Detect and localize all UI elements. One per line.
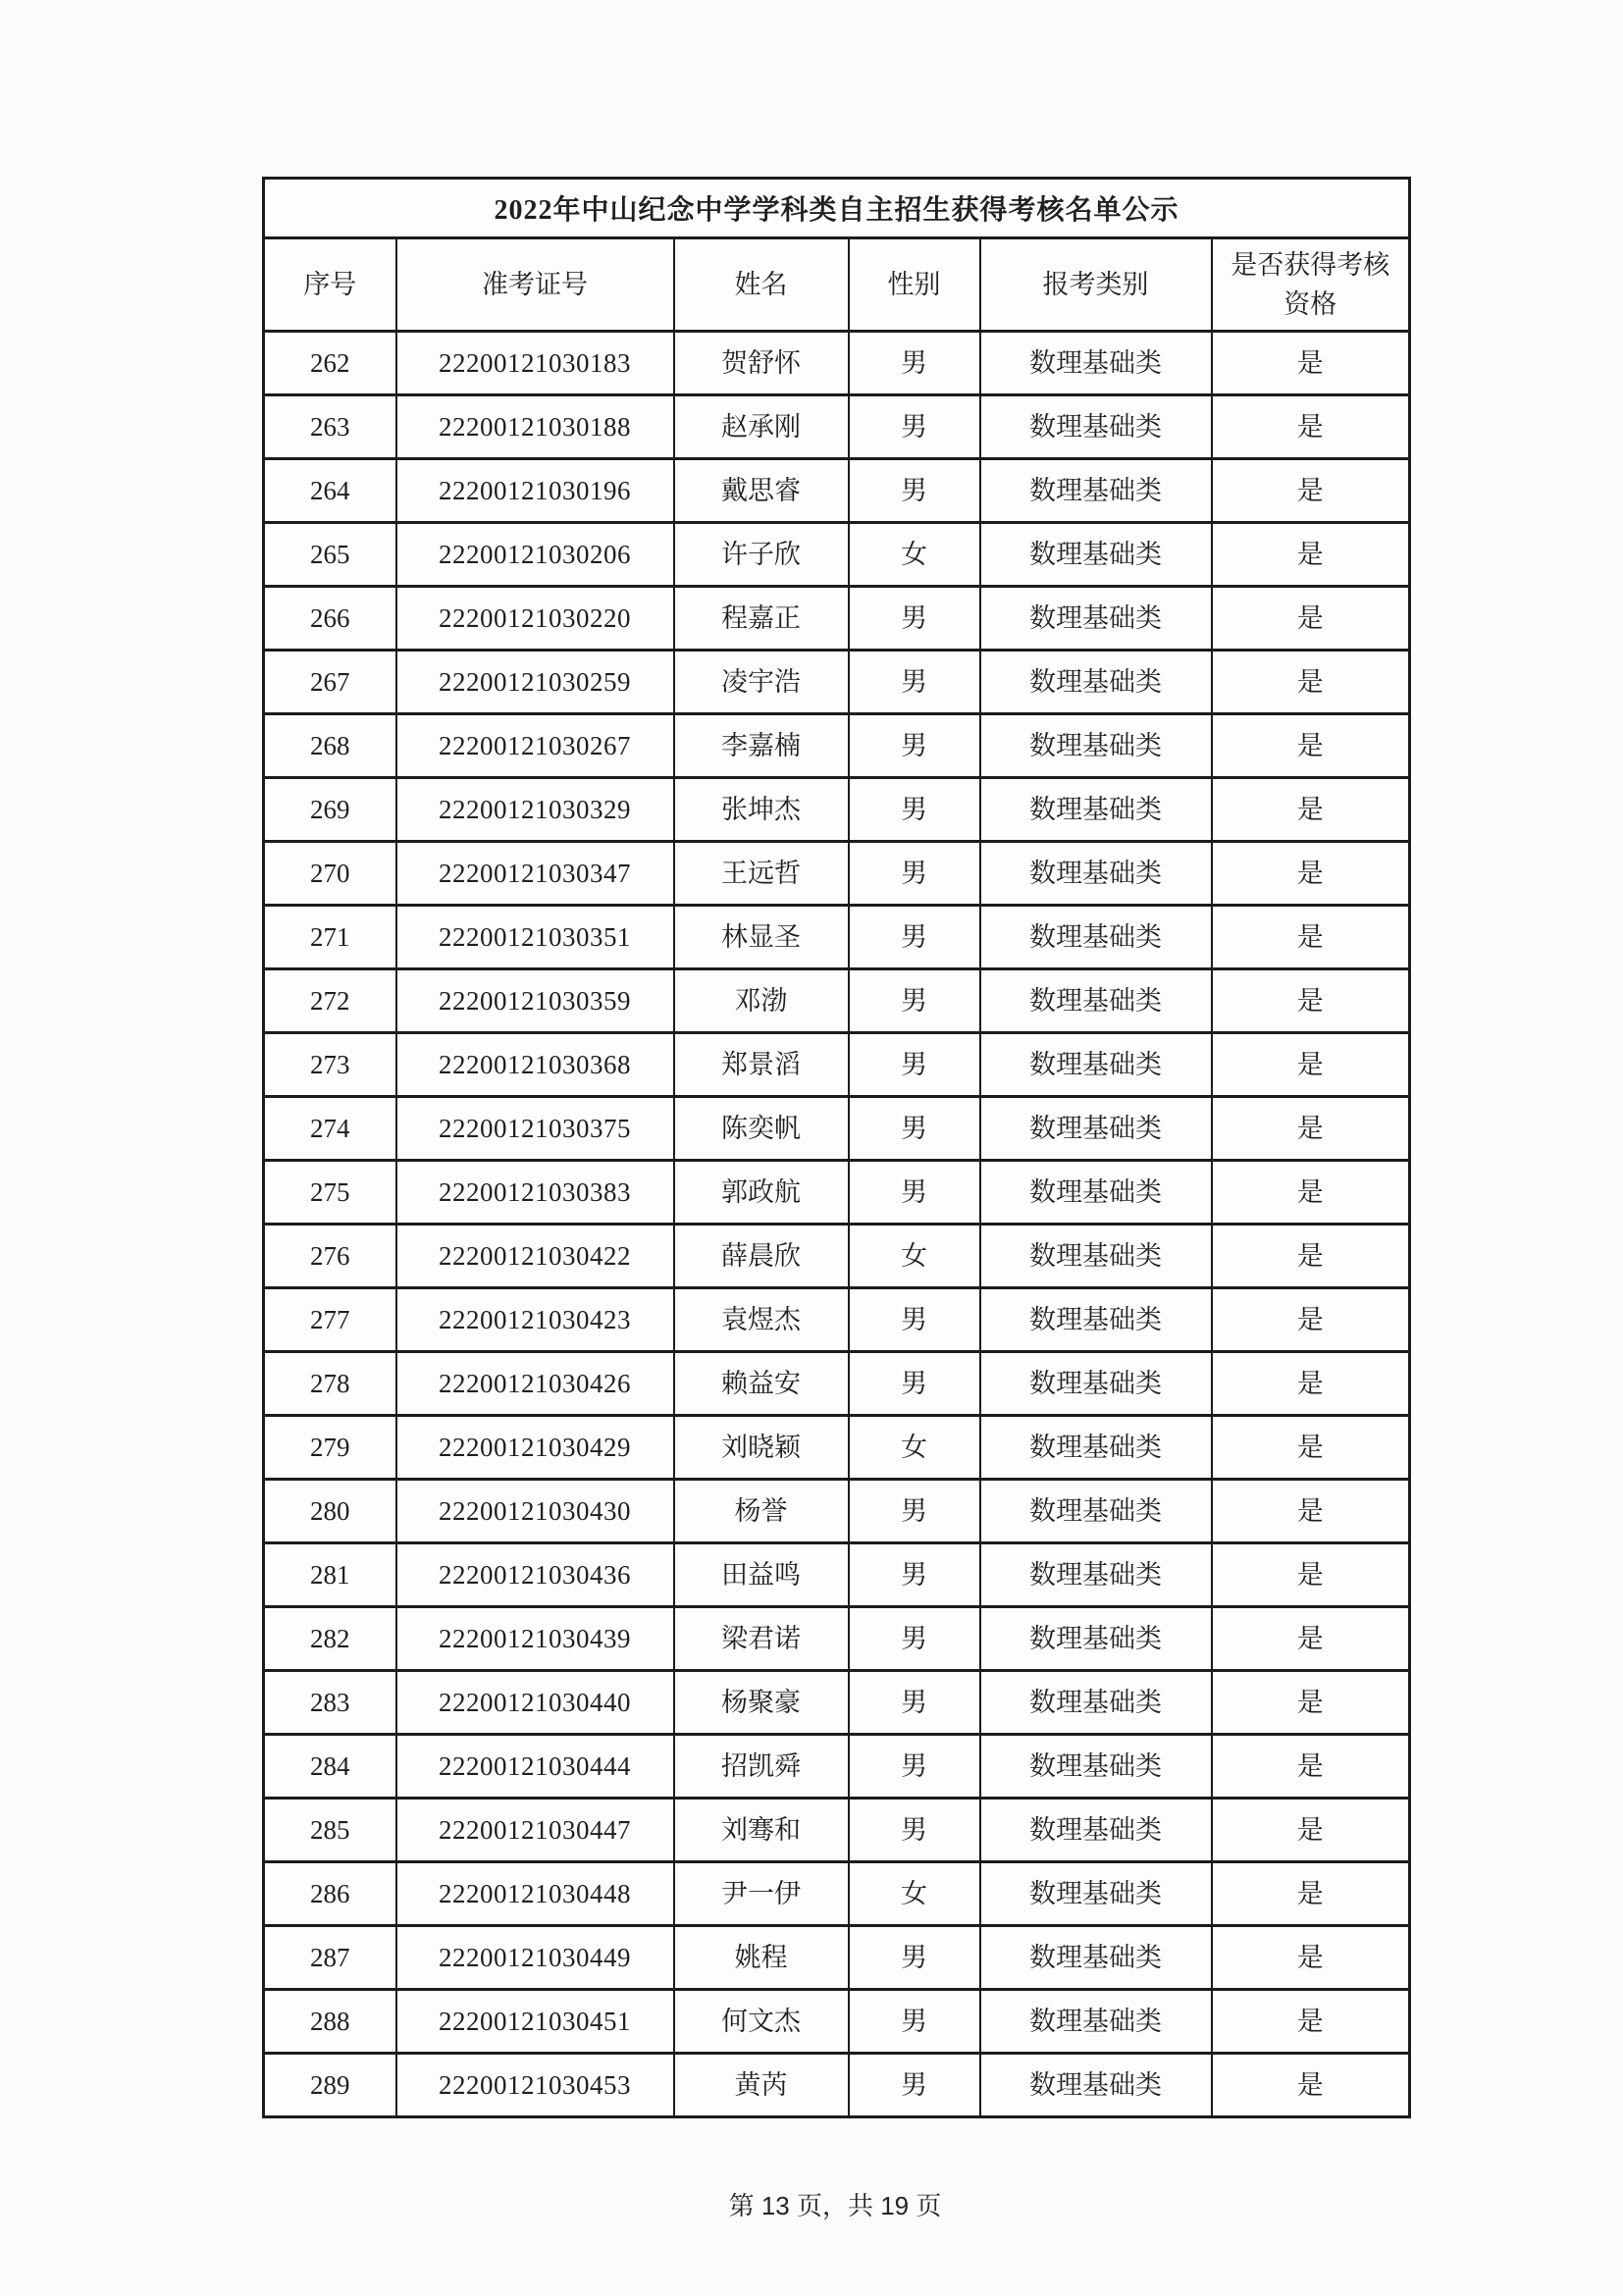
cell-category: 数理基础类: [980, 1288, 1212, 1352]
cell-name: 林显圣: [674, 906, 849, 969]
cell-gender: 男: [849, 842, 980, 906]
cell-serial: 264: [264, 459, 396, 523]
cell-gender: 男: [849, 587, 980, 651]
cell-category: 数理基础类: [980, 1161, 1212, 1225]
cell-ticket: 22200121030439: [396, 1607, 674, 1671]
cell-name: 刘骞和: [674, 1799, 849, 1862]
cell-ticket: 22200121030329: [396, 778, 674, 842]
cell-ticket: 22200121030375: [396, 1097, 674, 1161]
cell-name: 程嘉正: [674, 587, 849, 651]
cell-name: 邓渤: [674, 969, 849, 1033]
cell-name: 赵承刚: [674, 395, 849, 459]
cell-name: 许子欣: [674, 523, 849, 587]
cell-category: 数理基础类: [980, 714, 1212, 778]
cell-ticket: 22200121030359: [396, 969, 674, 1033]
cell-qualified: 是: [1212, 778, 1410, 842]
cell-gender: 男: [849, 1671, 980, 1735]
cell-gender: 女: [849, 1225, 980, 1288]
column-header-gender: 性别: [849, 238, 980, 332]
cell-name: 凌宇浩: [674, 651, 849, 714]
cell-ticket: 22200121030447: [396, 1799, 674, 1862]
cell-category: 数理基础类: [980, 1862, 1212, 1926]
cell-gender: 男: [849, 778, 980, 842]
table-row: [264, 1735, 1410, 1799]
cell-category: 数理基础类: [980, 587, 1212, 651]
column-header-serial: 序号: [264, 238, 396, 332]
cell-gender: 男: [849, 1607, 980, 1671]
cell-serial: 276: [264, 1225, 396, 1288]
cell-category: 数理基础类: [980, 1735, 1212, 1799]
cell-serial: 282: [264, 1607, 396, 1671]
cell-category: 数理基础类: [980, 1352, 1212, 1416]
cell-ticket: 22200121030430: [396, 1480, 674, 1543]
cell-qualified: 是: [1212, 1352, 1410, 1416]
cell-ticket: 22200121030351: [396, 906, 674, 969]
cell-qualified: 是: [1212, 714, 1410, 778]
cell-category: 数理基础类: [980, 1671, 1212, 1735]
cell-name: 郑景滔: [674, 1033, 849, 1097]
cell-qualified: 是: [1212, 332, 1410, 395]
cell-gender: 男: [849, 459, 980, 523]
cell-name: 王远哲: [674, 842, 849, 906]
cell-name: 田益鸣: [674, 1543, 849, 1607]
table-row: [264, 1543, 1410, 1607]
cell-gender: 男: [849, 1926, 980, 1990]
cell-serial: 274: [264, 1097, 396, 1161]
page-title: 2022年中山纪念中学学科类自主招生获得考核名单公示: [264, 179, 1410, 238]
cell-ticket: 22200121030368: [396, 1033, 674, 1097]
table-header-row: [264, 238, 1410, 332]
page-number: 第 13 页，共 19 页: [728, 2191, 942, 2220]
table-row: [264, 395, 1410, 459]
cell-gender: 男: [849, 969, 980, 1033]
cell-ticket: 22200121030448: [396, 1862, 674, 1926]
cell-qualified: 是: [1212, 1862, 1410, 1926]
cell-qualified: 是: [1212, 1990, 1410, 2054]
cell-qualified: 是: [1212, 2054, 1410, 2117]
cell-category: 数理基础类: [980, 1097, 1212, 1161]
cell-gender: 男: [849, 1480, 980, 1543]
cell-serial: 278: [264, 1352, 396, 1416]
cell-serial: 275: [264, 1161, 396, 1225]
cell-serial: 269: [264, 778, 396, 842]
cell-category: 数理基础类: [980, 651, 1212, 714]
cell-qualified: 是: [1212, 1926, 1410, 1990]
cell-name: 薛晨欣: [674, 1225, 849, 1288]
table-row: [264, 714, 1410, 778]
cell-qualified: 是: [1212, 1161, 1410, 1225]
cell-gender: 男: [849, 1097, 980, 1161]
cell-qualified: 是: [1212, 1735, 1410, 1799]
cell-qualified: 是: [1212, 1097, 1410, 1161]
cell-serial: 272: [264, 969, 396, 1033]
cell-qualified: 是: [1212, 1288, 1410, 1352]
table-row: [264, 1990, 1410, 2054]
cell-gender: 男: [849, 1543, 980, 1607]
roster-table: [262, 177, 1411, 2118]
cell-gender: 男: [849, 651, 980, 714]
cell-qualified: 是: [1212, 842, 1410, 906]
cell-category: 数理基础类: [980, 1926, 1212, 1990]
cell-serial: 266: [264, 587, 396, 651]
cell-gender: 男: [849, 395, 980, 459]
cell-category: 数理基础类: [980, 1990, 1212, 2054]
cell-ticket: 22200121030429: [396, 1416, 674, 1480]
table-row: [264, 459, 1410, 523]
cell-gender: 男: [849, 332, 980, 395]
table-title-row: [264, 179, 1410, 238]
cell-ticket: 22200121030423: [396, 1288, 674, 1352]
cell-category: 数理基础类: [980, 2054, 1212, 2117]
cell-qualified: 是: [1212, 651, 1410, 714]
table-row: [264, 1671, 1410, 1735]
column-header-category: 报考类别: [980, 238, 1212, 332]
table-row: [264, 1288, 1410, 1352]
table-row: [264, 1607, 1410, 1671]
cell-name: 张坤杰: [674, 778, 849, 842]
cell-category: 数理基础类: [980, 1033, 1212, 1097]
cell-name: 贺舒怀: [674, 332, 849, 395]
cell-serial: 281: [264, 1543, 396, 1607]
column-header-ticket: 准考证号: [396, 238, 674, 332]
cell-ticket: 22200121030422: [396, 1225, 674, 1288]
cell-gender: 男: [849, 1352, 980, 1416]
table-row: [264, 1033, 1410, 1097]
cell-qualified: 是: [1212, 587, 1410, 651]
cell-category: 数理基础类: [980, 395, 1212, 459]
cell-qualified: 是: [1212, 395, 1410, 459]
cell-ticket: 22200121030196: [396, 459, 674, 523]
cell-serial: 284: [264, 1735, 396, 1799]
table-row: [264, 1926, 1410, 1990]
cell-qualified: 是: [1212, 1607, 1410, 1671]
cell-ticket: 22200121030183: [396, 332, 674, 395]
cell-category: 数理基础类: [980, 1416, 1212, 1480]
cell-serial: 277: [264, 1288, 396, 1352]
table-row: [264, 1352, 1410, 1416]
cell-serial: 288: [264, 1990, 396, 2054]
cell-qualified: 是: [1212, 1480, 1410, 1543]
cell-gender: 男: [849, 906, 980, 969]
cell-name: 陈奕帆: [674, 1097, 849, 1161]
cell-name: 郭政航: [674, 1161, 849, 1225]
cell-ticket: 22200121030449: [396, 1926, 674, 1990]
table-row: [264, 1799, 1410, 1862]
cell-ticket: 22200121030259: [396, 651, 674, 714]
table-row: [264, 1416, 1410, 1480]
table-row: [264, 1225, 1410, 1288]
cell-serial: 283: [264, 1671, 396, 1735]
cell-serial: 287: [264, 1926, 396, 1990]
cell-gender: 男: [849, 1288, 980, 1352]
cell-category: 数理基础类: [980, 1225, 1212, 1288]
cell-serial: 286: [264, 1862, 396, 1926]
table-row: [264, 1097, 1410, 1161]
cell-ticket: 22200121030453: [396, 2054, 674, 2117]
cell-name: 杨聚豪: [674, 1671, 849, 1735]
cell-serial: 280: [264, 1480, 396, 1543]
cell-serial: 273: [264, 1033, 396, 1097]
cell-name: 尹一伊: [674, 1862, 849, 1926]
cell-name: 刘晓颖: [674, 1416, 849, 1480]
cell-serial: 268: [264, 714, 396, 778]
cell-name: 梁君诺: [674, 1607, 849, 1671]
cell-category: 数理基础类: [980, 969, 1212, 1033]
cell-qualified: 是: [1212, 1225, 1410, 1288]
cell-qualified: 是: [1212, 523, 1410, 587]
cell-serial: 279: [264, 1416, 396, 1480]
cell-category: 数理基础类: [980, 523, 1212, 587]
table-row: [264, 1161, 1410, 1225]
cell-category: 数理基础类: [980, 1799, 1212, 1862]
cell-gender: 男: [849, 1735, 980, 1799]
cell-name: 赖益安: [674, 1352, 849, 1416]
table-row: [264, 842, 1410, 906]
cell-qualified: 是: [1212, 459, 1410, 523]
cell-ticket: 22200121030451: [396, 1990, 674, 2054]
cell-category: 数理基础类: [980, 332, 1212, 395]
cell-ticket: 22200121030444: [396, 1735, 674, 1799]
table-row: [264, 2054, 1410, 2117]
cell-gender: 男: [849, 1161, 980, 1225]
table-row: [264, 523, 1410, 587]
cell-gender: 男: [849, 1990, 980, 2054]
cell-name: 何文杰: [674, 1990, 849, 2054]
cell-ticket: 22200121030206: [396, 523, 674, 587]
table-row: [264, 778, 1410, 842]
table-row: [264, 587, 1410, 651]
table-row: [264, 651, 1410, 714]
cell-gender: 女: [849, 1416, 980, 1480]
cell-qualified: 是: [1212, 969, 1410, 1033]
cell-ticket: 22200121030383: [396, 1161, 674, 1225]
table-row: [264, 906, 1410, 969]
cell-qualified: 是: [1212, 1543, 1410, 1607]
cell-ticket: 22200121030347: [396, 842, 674, 906]
cell-serial: 289: [264, 2054, 396, 2117]
cell-category: 数理基础类: [980, 459, 1212, 523]
cell-ticket: 22200121030188: [396, 395, 674, 459]
cell-name: 袁煜杰: [674, 1288, 849, 1352]
cell-ticket: 22200121030220: [396, 587, 674, 651]
cell-gender: 女: [849, 1862, 980, 1926]
column-header-qualified: 是否获得考核资格: [1212, 238, 1410, 332]
cell-name: 姚程: [674, 1926, 849, 1990]
cell-gender: 男: [849, 714, 980, 778]
cell-name: 黄芮: [674, 2054, 849, 2117]
cell-serial: 285: [264, 1799, 396, 1862]
table-row: [264, 1862, 1410, 1926]
cell-serial: 270: [264, 842, 396, 906]
cell-gender: 女: [849, 523, 980, 587]
cell-name: 李嘉楠: [674, 714, 849, 778]
cell-serial: 265: [264, 523, 396, 587]
cell-category: 数理基础类: [980, 1480, 1212, 1543]
cell-serial: 271: [264, 906, 396, 969]
cell-qualified: 是: [1212, 1799, 1410, 1862]
cell-qualified: 是: [1212, 906, 1410, 969]
cell-qualified: 是: [1212, 1671, 1410, 1735]
cell-ticket: 22200121030426: [396, 1352, 674, 1416]
cell-qualified: 是: [1212, 1033, 1410, 1097]
cell-ticket: 22200121030436: [396, 1543, 674, 1607]
cell-category: 数理基础类: [980, 778, 1212, 842]
column-header-name: 姓名: [674, 238, 849, 332]
cell-ticket: 22200121030267: [396, 714, 674, 778]
table-row: [264, 332, 1410, 395]
cell-gender: 男: [849, 1799, 980, 1862]
cell-serial: 262: [264, 332, 396, 395]
cell-category: 数理基础类: [980, 1543, 1212, 1607]
table-row: [264, 969, 1410, 1033]
cell-ticket: 22200121030440: [396, 1671, 674, 1735]
cell-name: 戴思睿: [674, 459, 849, 523]
cell-serial: 267: [264, 651, 396, 714]
cell-gender: 男: [849, 2054, 980, 2117]
cell-name: 杨誉: [674, 1480, 849, 1543]
cell-qualified: 是: [1212, 1416, 1410, 1480]
cell-category: 数理基础类: [980, 1607, 1212, 1671]
cell-serial: 263: [264, 395, 396, 459]
cell-name: 招凯舜: [674, 1735, 849, 1799]
table-row: [264, 1480, 1410, 1543]
cell-category: 数理基础类: [980, 906, 1212, 969]
cell-gender: 男: [849, 1033, 980, 1097]
cell-category: 数理基础类: [980, 842, 1212, 906]
